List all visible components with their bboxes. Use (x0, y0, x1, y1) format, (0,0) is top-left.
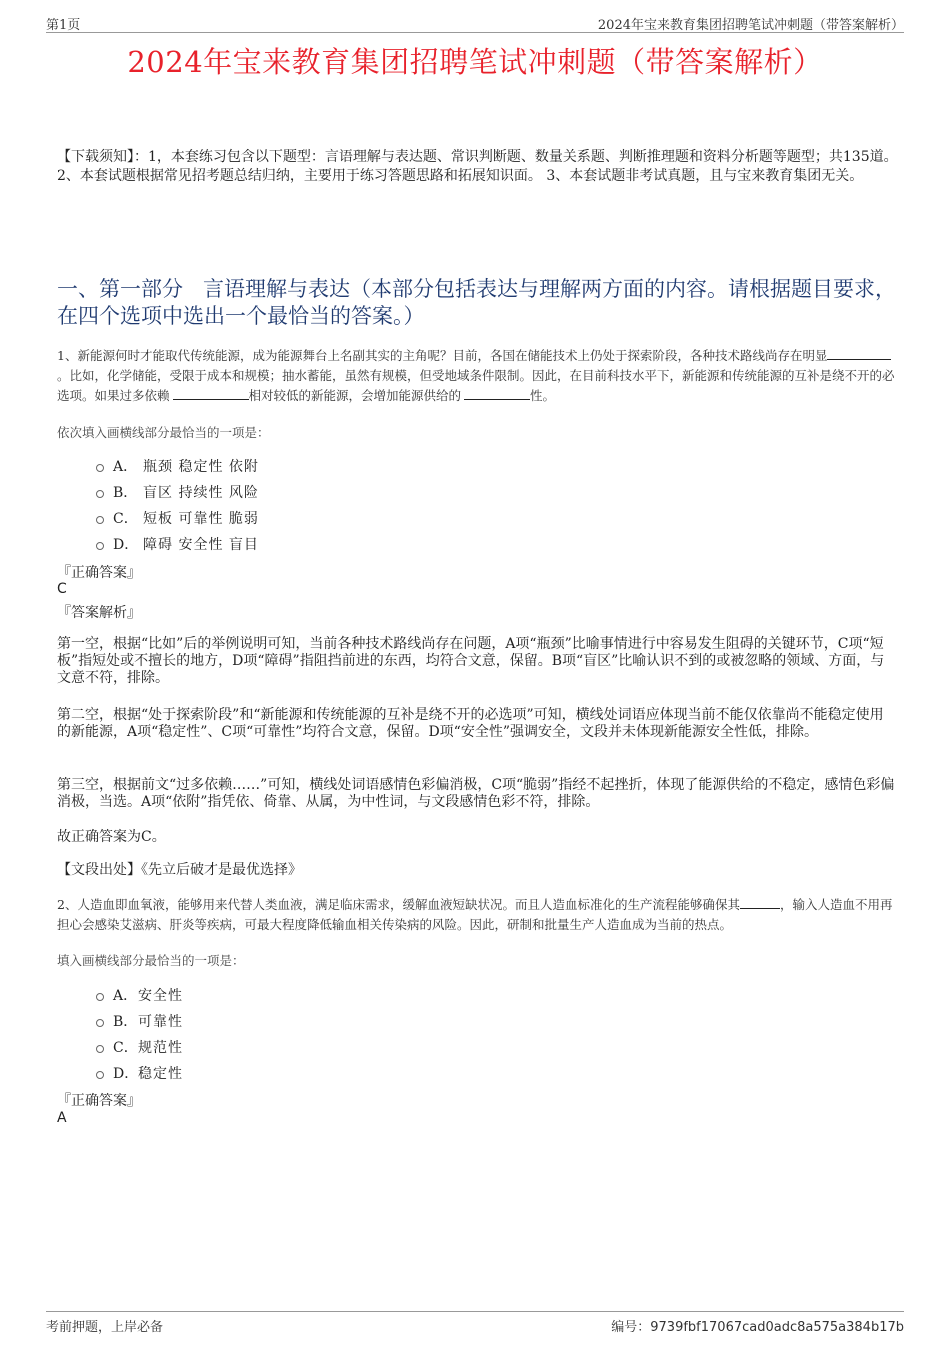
option-text: 盲区 持续性 风险 (143, 485, 259, 501)
code-value: 9739fbf17067cad0adc8a575a384b17b (650, 1320, 904, 1335)
analysis-paragraph: 第二空，根据“处于探索阶段”和“新能源和传统能源的互补是绕不开的必选项”可知，横线处词语应体现当前不能仅依靠尚不能稳定使用的新能源，A项“稳定性”、C项“可靠性”均符合文意，保留。D项“安全性”强调安全，文段并未体现新能源安全性低，排除。 (57, 707, 884, 740)
radio-icon[interactable] (96, 1045, 104, 1053)
option-text: 短板 可靠性 脆弱 (143, 511, 259, 527)
code-label: 编号： (611, 1320, 651, 1335)
stem-text: 。比如，化学储能，受限于成本和规模；抽水蓄能，虽然有规模，但受地域条件限制。因此，在目前科技水平下，新能源和传统能源的互补是绕不开的必选项。如果过多依赖 (57, 368, 895, 403)
option-text: 安全性 (138, 988, 183, 1004)
fill-blank (464, 387, 530, 400)
stem-text: 1、新能源何时才能取代传统能源，成为能源舞台上名副其实的主角呢？目前，各国在储能技术上仍处于探索阶段，各种技术路线尚存在明显 (57, 348, 828, 363)
correct-answer: C (57, 581, 67, 597)
radio-icon[interactable] (96, 464, 104, 472)
footer-code (611, 1316, 904, 1335)
option-letter: D． (113, 537, 139, 553)
option-letter: D． (113, 1066, 139, 1082)
page-header (46, 12, 904, 33)
option-text: 稳定性 (138, 1066, 183, 1082)
fill-blank (827, 347, 891, 360)
header-doc-name: 2024年宝来教育集团招聘笔试冲刺题（带答案解析） (597, 18, 904, 33)
question-2-instruction: 填入画横线部分最恰当的一项是： (57, 953, 245, 968)
document-title: 2024年宝来教育集团招聘笔试冲刺题（带答案解析） (127, 45, 823, 79)
option-b[interactable] (96, 1008, 183, 1034)
analysis-paragraph: 第一空，根据“比如”后的举例说明可知，当前各种技术路线尚存在问题，A项“瓶颈”比喻事情进行中容易发生阻碍的关键环节，C项“短板”指短处或不擅长的地方，D项“障碍”指阻挡前进的东西，均符合文意，保留。B项“盲区”比喻认识不到的或被忽略的领域、方面，与文意不符，排除。 (57, 636, 885, 686)
option-d[interactable] (96, 531, 259, 557)
question-1-stem (57, 346, 899, 406)
download-notice: 【下载须知】：1，本套练习包含以下题型：言语理解与表达题、常识判断题、数量关系题、判断推理题和资料分析题等题型；共135道。 2、本套试题根据常见招考题总结归纳，主要用于练习答题思路和拓展知识面。 3、本套试题非考试真题，且与宝来教育集团无关。 (57, 149, 898, 184)
stem-text: 2、人造血即血氧液，能够用来代替人类血液，满足临床需求，缓解血液短缺状况。而且人造血标准化的生产流程能够确保其 (57, 897, 740, 912)
option-letter: C． (113, 511, 138, 527)
question-1-options (96, 453, 259, 557)
answer-label: 『正确答案』 (57, 565, 141, 581)
option-a[interactable] (96, 982, 183, 1008)
question-2-stem (57, 895, 899, 935)
page-footer (46, 1311, 904, 1334)
footer-slogan: 考前押题，上岸必备 (46, 1320, 164, 1335)
option-text: 障碍 安全性 盲目 (143, 537, 259, 553)
option-text: 可靠性 (138, 1014, 183, 1030)
option-letter: B． (113, 485, 138, 501)
analysis-paragraph: 第三空，根据前文“过多依赖……”可知，横线处词语感情色彩偏消极，C项“脆弱”指经不起挫折，体现了能源供给的不稳定，感情色彩偏消极，当选。A项“依附”指凭依、倚靠、从属，为中性词，与文段感情色彩不符，排除。 (57, 777, 895, 810)
correct-answer: A (57, 1110, 67, 1126)
option-letter: A． (113, 459, 138, 475)
section-heading (57, 276, 899, 330)
option-c[interactable] (96, 1034, 183, 1060)
option-letter: B． (113, 1014, 138, 1030)
analysis-label: 『答案解析』 (57, 605, 141, 621)
option-b[interactable] (96, 479, 259, 505)
stem-text: ，输入人造血不用再担心会感染艾滋病、肝炎等疾病，可最大程度降低输血相关传染病的风险。因此，研制和批量生产人造血成为当前的热点。 (57, 897, 893, 932)
stem-text: 性。 (530, 388, 556, 403)
section-description: 言语理解与表达（本部分包括表达与理解两方面的内容。请根据题目要求，在四个选项中选出一个最恰当的答案。） (57, 277, 896, 328)
page-number: 第1页 (46, 18, 81, 33)
option-a[interactable] (96, 453, 259, 479)
option-c[interactable] (96, 505, 259, 531)
question-2-options (96, 982, 183, 1086)
radio-icon[interactable] (96, 1071, 104, 1079)
radio-icon[interactable] (96, 993, 104, 1001)
answer-label: 『正确答案』 (57, 1093, 141, 1109)
option-letter: C． (113, 1040, 138, 1056)
fill-blank (740, 896, 780, 909)
source-citation: 【文段出处】《先立后破才是最优选择》 (57, 862, 302, 878)
fill-blank (173, 387, 249, 400)
radio-icon[interactable] (96, 1019, 104, 1027)
option-letter: A． (113, 988, 138, 1004)
section-part: 一、第一部分 (57, 277, 183, 301)
stem-text: 相对较低的新能源，会增加能源供给的 (248, 388, 462, 403)
analysis-conclusion: 故正确答案为C。 (57, 829, 166, 845)
radio-icon[interactable] (96, 516, 104, 524)
option-text: 瓶颈 稳定性 依附 (143, 459, 259, 475)
radio-icon[interactable] (96, 490, 104, 498)
question-1-instruction: 依次填入画横线部分最恰当的一项是： (57, 425, 270, 440)
option-text: 规范性 (138, 1040, 183, 1056)
option-d[interactable] (96, 1060, 183, 1086)
radio-icon[interactable] (96, 542, 104, 550)
